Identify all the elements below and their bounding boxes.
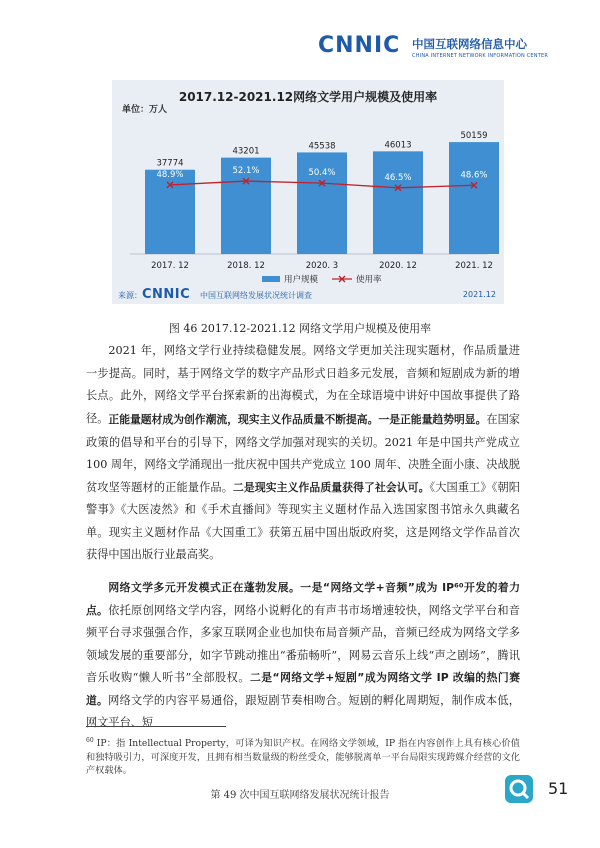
source-text: 中国互联网络发展状况统计调查 [200,291,312,300]
cnnic-logo: CNNIC [318,33,401,58]
paragraph-3-text: 依托原创网络文学内容，网络小说孵化的有声书市场增速较快，网络文学平台和音频平台寻求强强合作，多家互联网企业也加快布局音频产品，音频已经成为网络文学多领域发展的重要部分，如字节跳动推出“番茄畅听”，网易云音乐上线“声之剧场”，腾讯音乐收购“懒人听书”全部股权。 [86,603,520,684]
bar-value-label: 37774 [156,158,184,169]
rate-label: 48.6% [460,170,488,181]
source-logo: CNNIC [142,287,191,302]
category-label: 2021. 12 [455,261,493,271]
legend-bar-label: 用户规模 [284,275,319,285]
footnote [86,734,520,778]
paragraph-3-lead: 网络文学多元开发模式正在蓬勃发展。一是“网络文学+音频”成为 IP⁶⁰开发的着力点。 [86,581,520,617]
bar-0 [145,170,195,254]
category-label: 2018. 12 [227,261,265,271]
rate-label: 46.5% [384,172,412,183]
category-label: 2020. 3 [305,261,339,271]
footnote-mark: 60 [86,737,94,744]
chart-unit-label: 单位：万人 [122,105,168,115]
chart-svg [112,80,504,288]
paragraph-2-lead: 正能量题材成为创作潮流，现实主义作品质量不断提高。一是正能量趋势明显。 [108,413,487,426]
paragraph-3-text-2: 网络文学的内容平易通俗，跟短剧节奏相吻合。短剧的孵化周期短，制作成本低，网文平台、短 [86,693,520,729]
paragraph-2-lead-2: 二是现实主义作品质量获得了社会认可。 [233,480,430,494]
paragraph-2-text: 在国家政策的倡导和平台的引导下，网络文学加强对现实的关切。2021 年是中国共产党成立 100 周年，网络文学涌现出一批庆祝中国共产党成立 100 周年、决胜全面小康、决战脱贫攻坚等题材的正能量作品。 [86,413,520,494]
page-number: 51 [548,779,569,798]
paragraph-2-text-2: 《大国重工》《朝阳警事》《大医凌然》和《手术直播间》等现实主义题材作品入选国家图书馆永久典藏名单。现实主义题材作品《大国重工》获第五届中国出版政府奖，这是网络文学作品首次获得中国出版行业最高奖。 [86,480,520,561]
figure-caption: 图 46 2017.12-2021.12 网络文学用户规模及使用率 [168,322,432,335]
chart-source [112,288,504,304]
rate-label: 52.1% [232,166,260,177]
footer-report-title: 第 49 次中国互联网络发展状况统计报告 [210,790,390,801]
report-logo-icon [505,775,533,803]
bar-value-label: 45538 [308,141,336,152]
bar-value-label: 46013 [384,140,412,151]
category-label: 2017. 12 [151,261,189,271]
paragraph-1-text: 2021 年，网络文学行业持续稳健发展。网络文学更加关注现实题材，作品质量进一步提高。同时，基于网络文学的数字产品形式日趋多元发展，音频和短剧成为新的增长点。此外，网络文学平台探索新的出海模式，为在全球语境中讲好中国故事提供了路径。 [86,344,520,425]
org-name-cn: 中国互联网络信息中心 [412,37,527,51]
bar-value-label: 50159 [460,131,488,142]
legend-bar-swatch [262,276,280,282]
source-date: 2021.12 [462,290,496,299]
category-label: 2020. 12 [379,261,417,271]
footnote-rule [86,726,226,727]
bar-3 [373,151,423,254]
paragraph-3 [86,577,520,735]
rate-label: 50.4% [308,168,336,179]
bar-4 [449,142,499,254]
legend-line-label: 使用率 [356,275,382,285]
org-name-en: CHINA INTERNET NETWORK INFORMATION CENTER [412,53,549,59]
bar-value-label: 43201 [232,146,260,157]
chart-title: 2017.12-2021.12网络文学用户规模及使用率 [178,90,438,104]
paragraph-3-lead-2: 二是“网络文学+短剧”成为网络文学 IP 改编的热门赛道。 [86,671,520,707]
paragraph-2 [86,409,520,567]
source-label: 来源： [118,291,142,300]
rate-label: 48.9% [156,169,184,180]
footnote-text: IP：指 Intellectual Property，可译为知识产权。在网络文学领域，IP 指在内容创作上具有核心价值和独特吸引力，可深度开发，且拥有相当数量级的粉丝受众，能够脱离单一平台局限实现跨媒介经营的文化产权载体。 [86,738,520,777]
